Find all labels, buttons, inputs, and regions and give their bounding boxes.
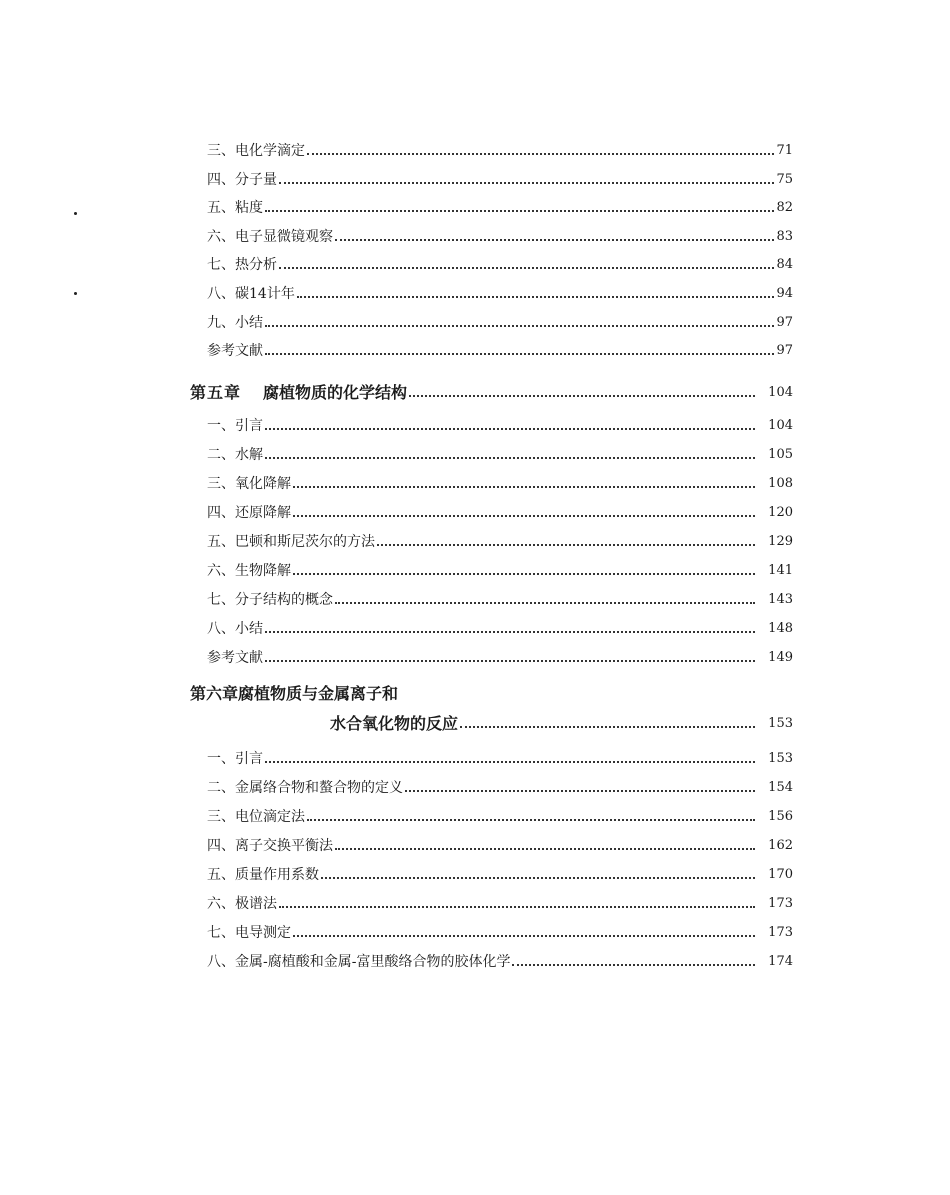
dot-leader xyxy=(265,353,774,355)
toc-entry xyxy=(207,922,793,942)
chapter-heading xyxy=(190,683,793,703)
chapter-page: 153 xyxy=(768,716,793,731)
entry-title: 四、分子量 xyxy=(207,171,277,188)
dot-leader xyxy=(265,631,755,633)
entry-page: 108 xyxy=(768,476,793,491)
toc-entry xyxy=(207,951,793,971)
entry-title: 六、极谱法 xyxy=(207,896,277,912)
entry-page: 148 xyxy=(768,621,793,636)
chapter-title: 腐植物质的化学结构 xyxy=(263,383,408,402)
entry-title: 四、还原降解 xyxy=(207,505,291,521)
dot-leader xyxy=(307,819,755,821)
dot-leader xyxy=(265,660,755,662)
toc-entry xyxy=(207,618,793,638)
entry-title: 五、粘度 xyxy=(207,200,263,217)
entry-title: 一、引言 xyxy=(207,751,263,767)
chapter-title-line2: 水合氧化物的反应 xyxy=(330,714,459,733)
toc-entry xyxy=(207,748,793,768)
entry-title: 五、巴顿和斯尼茨尔的方法 xyxy=(207,534,375,550)
dot-leader xyxy=(279,267,774,269)
chapter-number: 第五章 xyxy=(190,383,242,402)
toc-entry xyxy=(207,340,793,360)
entry-title: 七、电导测定 xyxy=(207,925,291,941)
entry-page: 104 xyxy=(768,418,793,433)
entry-page: 97 xyxy=(776,314,793,330)
chapter-heading-continued xyxy=(330,713,793,733)
entry-title: 九、小结 xyxy=(207,314,263,331)
dot-leader xyxy=(335,239,774,241)
entry-page: 105 xyxy=(768,447,793,462)
chapter-page: 104 xyxy=(768,385,793,400)
dot-leader xyxy=(265,428,755,430)
toc-entry xyxy=(207,777,793,797)
entry-page: 97 xyxy=(776,343,793,359)
entry-title: 六、电子显微镜观察 xyxy=(207,228,333,245)
dot-leader xyxy=(293,515,755,517)
toc-entry xyxy=(207,806,793,826)
dot-leader xyxy=(377,544,755,546)
toc-entry xyxy=(207,589,793,609)
entry-page: 94 xyxy=(776,286,793,301)
toc-entry xyxy=(207,864,793,884)
entry-page: 149 xyxy=(768,650,793,665)
entry-title: 七、分子结构的概念 xyxy=(207,592,333,608)
entry-title: 七、热分析 xyxy=(207,257,277,274)
entry-page: 129 xyxy=(768,534,793,549)
entry-title: 三、电位滴定法 xyxy=(207,809,305,825)
toc-entry xyxy=(207,169,793,189)
dot-leader xyxy=(460,726,755,728)
chapter-number: 第六章 xyxy=(190,684,239,703)
entry-page: 71 xyxy=(776,143,793,158)
dot-leader xyxy=(512,964,755,966)
dot-leader xyxy=(293,935,755,937)
entry-title: 参考文献 xyxy=(207,343,263,360)
entry-page: 162 xyxy=(768,838,793,853)
toc-entry xyxy=(207,473,793,493)
entry-title: 八、碳14计年 xyxy=(207,286,295,302)
dot-leader xyxy=(405,790,755,792)
dot-leader xyxy=(293,573,755,575)
entry-title: 五、质量作用系数 xyxy=(207,867,319,883)
entry-title: 二、水解 xyxy=(207,447,263,463)
entry-page: 83 xyxy=(776,228,793,244)
entry-title: 六、生物降解 xyxy=(207,563,291,579)
entry-title: 四、离子交换平衡法 xyxy=(207,838,333,854)
entry-page: 75 xyxy=(776,171,793,187)
entry-page: 154 xyxy=(768,780,793,795)
entry-page: 173 xyxy=(768,925,793,940)
dot-leader xyxy=(335,602,755,604)
toc-entry xyxy=(207,283,793,303)
entry-title: 三、电化学滴定 xyxy=(207,143,305,159)
entry-title: 二、金属络合物和螯合物的定义 xyxy=(207,780,403,796)
toc-entry xyxy=(207,197,793,217)
toc-entry xyxy=(207,502,793,522)
toc-entry xyxy=(207,531,793,551)
toc-entry xyxy=(207,835,793,855)
entry-page: 153 xyxy=(768,751,793,766)
scan-mark xyxy=(74,212,77,215)
entry-page: 120 xyxy=(768,505,793,520)
dot-leader xyxy=(307,153,774,155)
dot-leader xyxy=(265,210,774,212)
toc-entry xyxy=(207,560,793,580)
toc-entry xyxy=(207,312,793,332)
dot-leader xyxy=(409,395,755,397)
entry-page: 170 xyxy=(768,867,793,882)
toc-entry xyxy=(207,647,793,667)
entry-title: 一、引言 xyxy=(207,418,263,434)
dot-leader xyxy=(335,848,755,850)
entry-title: 八、金属-腐植酸和金属-富里酸络合物的胶体化学 xyxy=(207,954,511,970)
toc-entry xyxy=(207,226,793,246)
toc-entry xyxy=(207,444,793,464)
entry-page: 156 xyxy=(768,809,793,824)
toc-entry xyxy=(207,140,793,160)
entry-page: 173 xyxy=(768,896,793,911)
entry-title: 三、氧化降解 xyxy=(207,476,291,492)
toc-entry xyxy=(207,893,793,913)
dot-leader xyxy=(279,906,755,908)
entry-page: 143 xyxy=(768,592,793,607)
dot-leader xyxy=(321,877,755,879)
entry-page: 141 xyxy=(768,563,793,578)
entry-title: 参考文献 xyxy=(207,650,263,666)
dot-leader xyxy=(265,761,755,763)
scan-mark xyxy=(74,292,77,295)
toc-entry xyxy=(207,415,793,435)
chapter-title-line1: 腐植物质与金属离子和 xyxy=(238,684,399,703)
dot-leader xyxy=(265,325,774,327)
toc-entry xyxy=(207,254,793,274)
chapter-heading xyxy=(190,382,793,402)
entry-page: 84 xyxy=(776,257,793,273)
entry-page: 82 xyxy=(776,200,793,216)
dot-leader xyxy=(297,296,775,298)
dot-leader xyxy=(279,182,774,184)
entry-page: 174 xyxy=(768,954,793,969)
dot-leader xyxy=(293,486,755,488)
entry-title: 八、小结 xyxy=(207,621,263,637)
dot-leader xyxy=(265,457,755,459)
